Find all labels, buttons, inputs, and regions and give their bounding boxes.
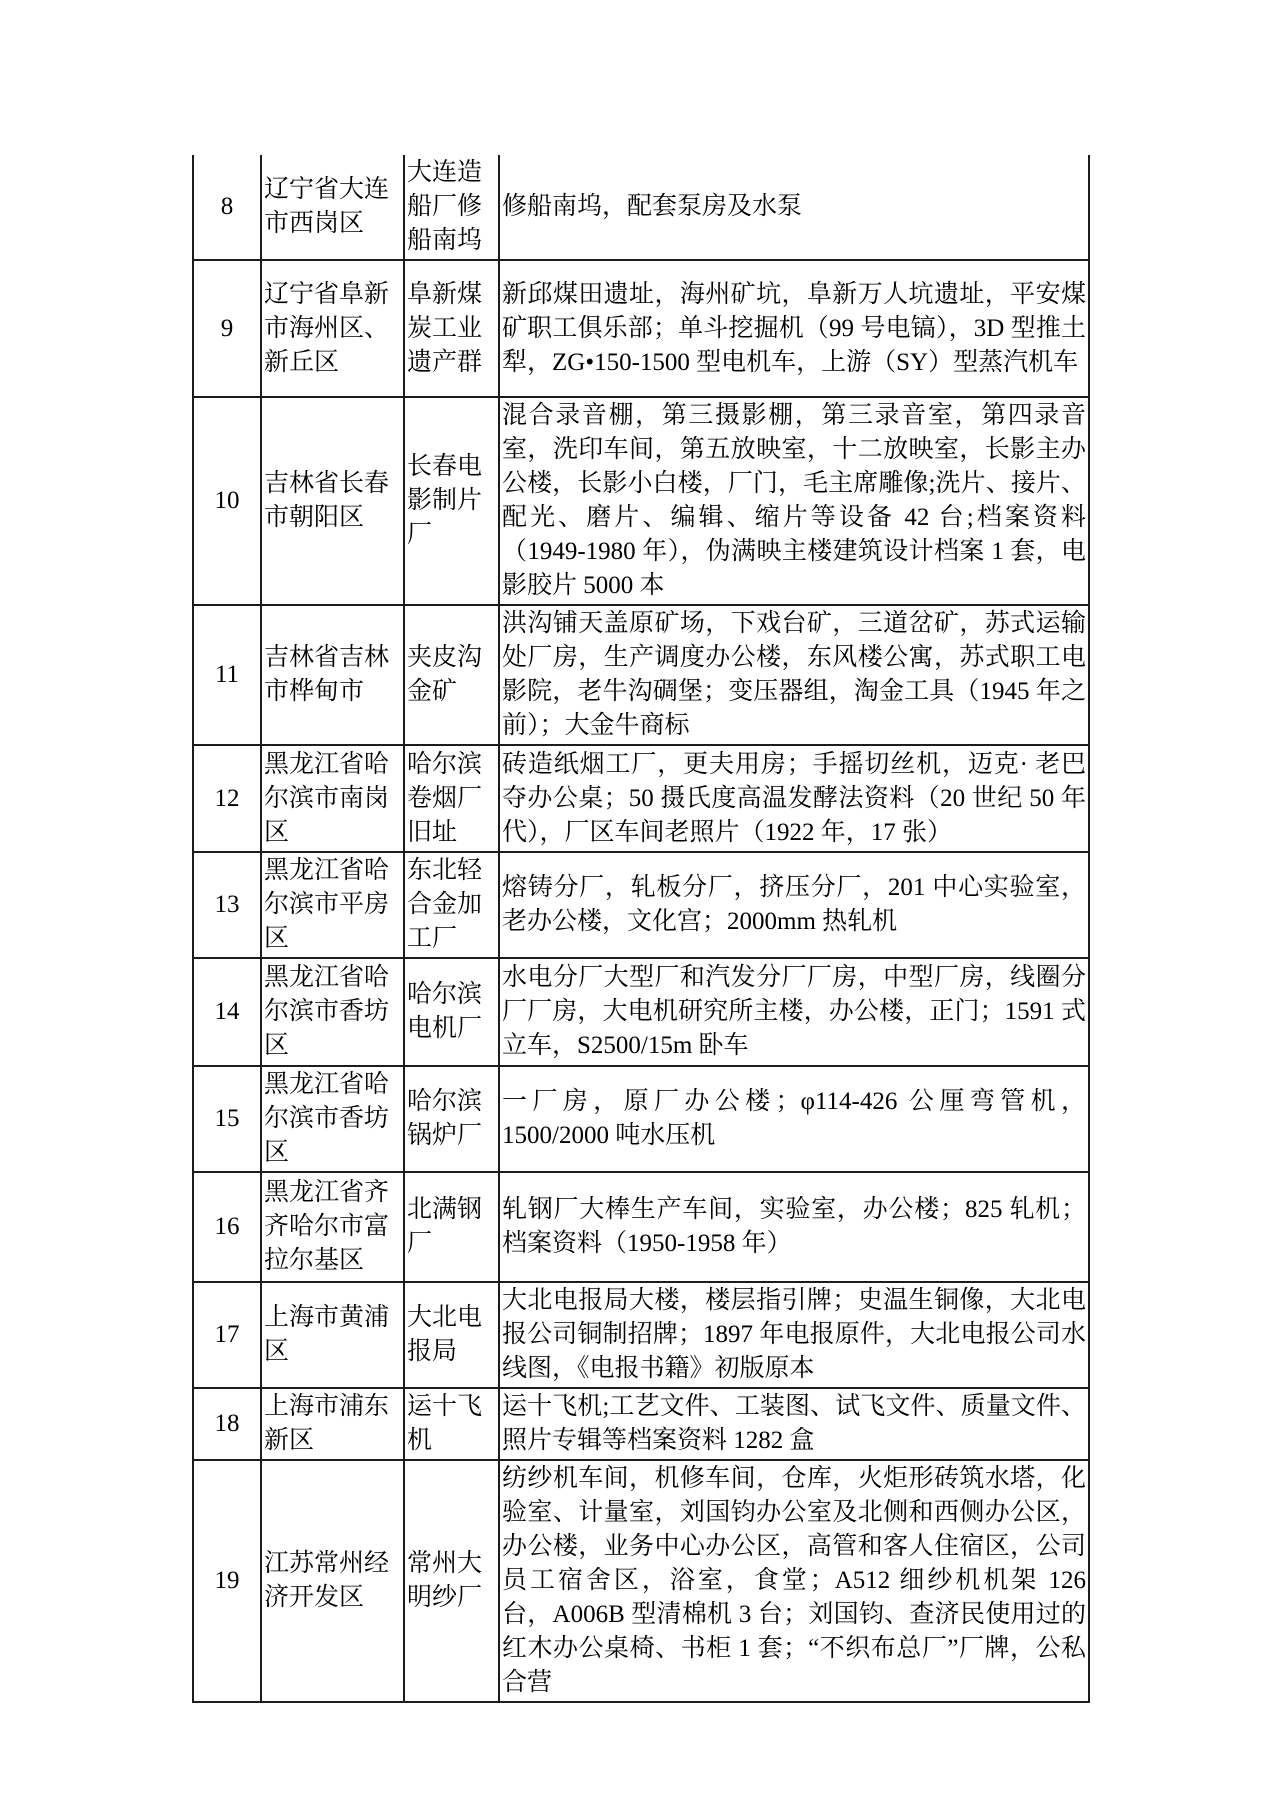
items-cell: 水电分厂大型厂和汽发分厂厂房，中型厂房，线圈分厂厂房，大电机研究所主楼，办公楼，正门；1591 式立车，S2500/15m 卧车 — [499, 958, 1089, 1066]
location-cell: 辽宁省阜新市海州区、新丘区 — [261, 260, 404, 397]
location-cell: 上海市黄浦区 — [261, 1282, 404, 1388]
site-name-cell: 运十飞机 — [404, 1388, 499, 1460]
site-name-cell: 大北电报局 — [404, 1282, 499, 1388]
site-name-cell: 大连造船厂修船南坞 — [404, 155, 499, 260]
table-row — [193, 745, 1089, 852]
table-row — [193, 605, 1089, 745]
site-name-cell: 哈尔滨电机厂 — [404, 958, 499, 1066]
site-name-cell: 东北轻合金加工厂 — [404, 852, 499, 958]
table-row — [193, 958, 1089, 1066]
row-number: 10 — [193, 397, 261, 605]
location-cell: 黑龙江省哈尔滨市香坊区 — [261, 958, 404, 1066]
items-cell: 混合录音棚，第三摄影棚，第三录音室，第四录音室，洗印车间，第五放映室，十二放映室，长影主办公楼，长影小白楼，厂门，毛主席雕像;洗片、接片、配光、磨片、编辑、缩片等设备 42 台;档案资料（1949-1980 年），伪满映主楼建筑设计档案 1 套，电影胶片 5000 本 — [499, 397, 1089, 605]
row-number: 9 — [193, 260, 261, 397]
heritage-items-table — [192, 155, 1090, 1703]
site-name-cell: 哈尔滨锅炉厂 — [404, 1066, 499, 1172]
site-name-cell: 常州大明纱厂 — [404, 1460, 499, 1702]
location-cell: 吉林省长春市朝阳区 — [261, 397, 404, 605]
location-cell: 吉林省吉林市桦甸市 — [261, 605, 404, 745]
row-number: 12 — [193, 745, 261, 852]
row-number: 17 — [193, 1282, 261, 1388]
items-cell: 修船南坞，配套泵房及水泵 — [499, 155, 1089, 260]
site-name-cell: 哈尔滨卷烟厂旧址 — [404, 745, 499, 852]
site-name-cell: 长春电影制片厂 — [404, 397, 499, 605]
table-row — [193, 155, 1089, 260]
site-name-cell: 阜新煤炭工业遗产群 — [404, 260, 499, 397]
location-cell: 黑龙江省哈尔滨市香坊区 — [261, 1066, 404, 1172]
row-number: 19 — [193, 1460, 261, 1702]
location-cell: 黑龙江省哈尔滨市平房区 — [261, 852, 404, 958]
items-cell: 纺纱机车间，机修车间，仓库，火炬形砖筑水塔，化验室、计量室，刘国钧办公室及北侧和西侧办公区，办公楼，业务中心办公区，高管和客人住宿区，公司员工宿舍区，浴室，食堂；A512 细纱机机架 126 台，A006B 型清棉机 3 台；刘国钧、查济民使用过的红木办公桌椅、书柜 1 套；“不织布总厂”厂牌，公私合营 — [499, 1460, 1089, 1702]
table-row — [193, 1282, 1089, 1388]
items-cell: 新邱煤田遗址，海州矿坑，阜新万人坑遗址，平安煤矿职工俱乐部；单斗挖掘机（99 号电镐），3D 型推土犁，ZG•150-1500 型电机车，上游（SY）型蒸汽机车 — [499, 260, 1089, 397]
table-row — [193, 1388, 1089, 1460]
table-row — [193, 1066, 1089, 1172]
items-cell: 大北电报局大楼，楼层指引牌；史温生铜像，大北电报公司铜制招牌；1897 年电报原件，大北电报公司水线图，《电报书籍》初版原本 — [499, 1282, 1089, 1388]
location-cell: 上海市浦东新区 — [261, 1388, 404, 1460]
location-cell: 黑龙江省齐齐哈尔市富拉尔基区 — [261, 1172, 404, 1282]
site-name-cell: 北满钢厂 — [404, 1172, 499, 1282]
row-number: 11 — [193, 605, 261, 745]
row-number: 15 — [193, 1066, 261, 1172]
row-number: 8 — [193, 155, 261, 260]
table-row — [193, 1460, 1089, 1702]
items-cell: 一厂房，原厂办公楼；φ114-426 公厘弯管机，1500/2000 吨水压机 — [499, 1066, 1089, 1172]
location-cell: 江苏常州经济开发区 — [261, 1460, 404, 1702]
items-cell: 运十飞机;工艺文件、工装图、试飞文件、质量文件、照片专辑等档案资料 1282 盒 — [499, 1388, 1089, 1460]
site-name-cell: 夹皮沟金矿 — [404, 605, 499, 745]
table-row — [193, 260, 1089, 397]
table-row — [193, 852, 1089, 958]
items-cell: 洪沟铺天盖原矿场，下戏台矿，三道岔矿，苏式运输处厂房，生产调度办公楼，东风楼公寓，苏式职工电影院，老牛沟碉堡；变压器组，淘金工具（1945 年之前）；大金牛商标 — [499, 605, 1089, 745]
row-number: 14 — [193, 958, 261, 1066]
items-cell: 轧钢厂大棒生产车间，实验室，办公楼；825 轧机；档案资料（1950-1958 年） — [499, 1172, 1089, 1282]
location-cell: 黑龙江省哈尔滨市南岗区 — [261, 745, 404, 852]
location-cell: 辽宁省大连市西岗区 — [261, 155, 404, 260]
table-row — [193, 1172, 1089, 1282]
items-cell: 砖造纸烟工厂，更夫用房；手摇切丝机，迈克· 老巴夺办公桌；50 摄氏度高温发酵法资料（20 世纪 50 年代），厂区车间老照片（1922 年，17 张） — [499, 745, 1089, 852]
table-row — [193, 397, 1089, 605]
items-cell: 熔铸分厂，轧板分厂，挤压分厂，201 中心实验室，老办公楼，文化宫；2000mm 热轧机 — [499, 852, 1089, 958]
row-number: 18 — [193, 1388, 261, 1460]
row-number: 16 — [193, 1172, 261, 1282]
row-number: 13 — [193, 852, 261, 958]
